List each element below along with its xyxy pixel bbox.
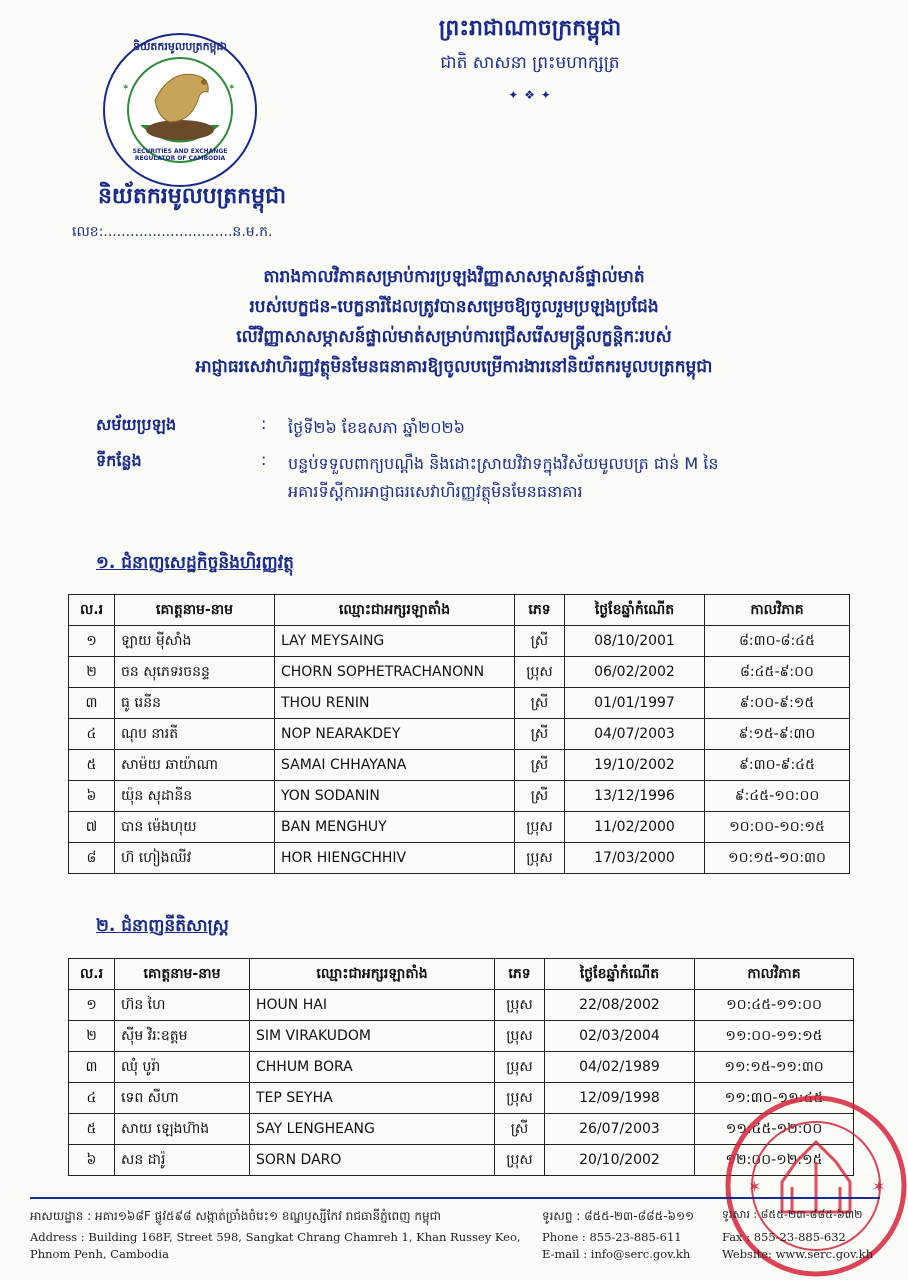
khmer-name: ទេព សីហា (115, 1083, 250, 1114)
exam-place-label: ទីកន្លែង (96, 451, 142, 470)
footer-fax-km: ទូរសារ : ៨៥៥-២៣-៨៨៥-៦៣២ (722, 1208, 863, 1221)
gender: ប្រុស (495, 990, 545, 1021)
row-number: ៥ (69, 1114, 115, 1145)
latin-name: CHORN SOPHETRACHANONN (275, 657, 515, 688)
colon: : (261, 414, 267, 433)
table-row (69, 719, 850, 750)
table-row (69, 1021, 854, 1052)
khmer-name: បាន ម៉េងហុយ (115, 812, 275, 843)
row-number: ៥ (69, 750, 115, 781)
khmer-name: ធូ រេនីន (115, 688, 275, 719)
table-row (69, 688, 850, 719)
khmer-name: សាម៉យ ឆាយ៉ាណា (115, 750, 275, 781)
latin-name: HOUN HAI (250, 990, 495, 1021)
column-header: ល.រ (69, 595, 115, 626)
footer-fax: Fax : 855-23-885-632 (722, 1230, 846, 1244)
gender: ស្រី (515, 688, 565, 719)
schedule-time: ៨:៣០-៨:៤៥ (705, 626, 850, 657)
row-number: ៨ (69, 843, 115, 874)
khmer-name: ស៊ីម វិរៈឧត្តម (115, 1021, 250, 1052)
table-row (69, 843, 850, 874)
schedule-time: ១១:១៥-១១:៣០ (695, 1052, 854, 1083)
exam-place-row (96, 450, 856, 510)
gender: ប្រុស (515, 843, 565, 874)
row-number: ៣ (69, 688, 115, 719)
table-row (69, 990, 854, 1021)
schedule-time: ១០:០០-១០:១៥ (705, 812, 850, 843)
khmer-name: យ៉ុន សុដានីន (115, 781, 275, 812)
row-number: ៤ (69, 719, 115, 750)
birth-date: 19/10/2002 (565, 750, 705, 781)
table-row (69, 1052, 854, 1083)
svg-text:✶: ✶ (872, 1177, 886, 1196)
column-header: ភេទ (515, 595, 565, 626)
title-line: របស់បេក្ខជន-បេក្ខនារីដែលត្រូវបានសម្រេចឱ្យចូលរួមប្រឡងប្រជែង (249, 297, 659, 317)
latin-name: YON SODANIN (275, 781, 515, 812)
gender: ប្រុស (515, 657, 565, 688)
column-header: កាលវិភាគ (705, 595, 850, 626)
title-line: តារាងកាលវិភាគសម្រាប់ការប្រឡងវិញ្ញាសាសម្ភាសន៍ផ្ទាល់មាត់ (263, 267, 645, 287)
khmer-name: សន ដារ៉ូ (115, 1145, 250, 1176)
footer-email: E-mail : info@serc.gov.kh (542, 1247, 691, 1261)
footer-address-en: Address : Building 168F, Street 598, Sangkat Chrang Chamreh 1, Khan Russey Keo, (30, 1230, 521, 1244)
row-number: ៤ (69, 1083, 115, 1114)
gender: ប្រុស (495, 1083, 545, 1114)
logo-english-text: SECURITIES AND EXCHANGE REGULATOR OF CAMBODIA (132, 148, 228, 162)
birth-date: 26/07/2003 (545, 1114, 695, 1145)
svg-text:✶: ✶ (748, 1177, 762, 1196)
table-row (69, 812, 850, 843)
latin-name: SAMAI CHHAYANA (275, 750, 515, 781)
column-header: ថ្ងៃខែឆ្នាំកំណើត (565, 595, 705, 626)
footer-address-en-2: Phnom Penh, Cambodia (30, 1247, 169, 1261)
exam-date-value: ថ្ងៃទី២៦ ខែឧសភា ឆ្នាំ២០២៦ (288, 418, 465, 437)
birth-date: 06/02/2002 (565, 657, 705, 688)
birth-date: 02/03/2004 (545, 1021, 695, 1052)
row-number: ១ (69, 990, 115, 1021)
section-title-law: ២. ជំនាញនីតិសាស្ត្រ (96, 916, 229, 936)
reference-number: លេខ:.............................ន.ម.ក. (72, 224, 273, 240)
schedule-time: ១១:៤៥-១២:០០ (695, 1114, 854, 1145)
khmer-name: សាយ ឡេងហ៊ាង (115, 1114, 250, 1145)
latin-name: LAY MEYSAING (275, 626, 515, 657)
latin-name: SORN DARO (250, 1145, 495, 1176)
row-number: ២ (69, 657, 115, 688)
birth-date: 01/01/1997 (565, 688, 705, 719)
schedule-time: ៩:៣០-៩:៤៥ (705, 750, 850, 781)
title-line: អាជ្ញាធរសេវាហិរញ្ញវត្ថុមិនមែនធនាគារឱ្យចូលបម្រើការងារនៅនិយ័តករមូលបត្រកម្ពុជា (195, 357, 713, 377)
gender: ប្រុស (495, 1021, 545, 1052)
ornament: ✦ ❖ ✦ (508, 88, 552, 102)
svg-text:✶: ✶ (228, 83, 236, 93)
gender: ប្រុស (495, 1052, 545, 1083)
latin-name: TEP SEYHA (250, 1083, 495, 1114)
birth-date: 22/08/2002 (545, 990, 695, 1021)
table-row (69, 781, 850, 812)
khmer-name: ឈុំ បូរ៉ា (115, 1052, 250, 1083)
latin-name: HOR HIENGCHHIV (275, 843, 515, 874)
exam-place-line: បន្ទប់ទទួលពាក្យបណ្ដឹង និងដោះស្រាយវិវាទក្នុងវិស័យមូលបត្រ ជាន់ M នៃ (288, 454, 719, 473)
column-header: ថ្ងៃខែឆ្នាំកំណើត (545, 959, 695, 990)
document-title (40, 262, 868, 382)
schedule-time: ១១:៣០-១១:៤៥ (695, 1083, 854, 1114)
schedule-time: ៩:១៥-៩:៣០ (705, 719, 850, 750)
birth-date: 20/10/2002 (545, 1145, 695, 1176)
colon: : (261, 450, 267, 469)
footer-phone-km: ទូរសព្ទ : ៨៥៥-២៣-៨៨៥-៦១១ (542, 1209, 695, 1223)
exam-place-value (288, 450, 848, 506)
birth-date: 11/02/2000 (565, 812, 705, 843)
footer-address-km: អាសយដ្ឋាន : អគារ១៦៨F ផ្លូវ៥៩៨ សង្កាត់ច្រាំងចំរេះ១ ខណ្ឌឫស្សីកែវ រាជធានីភ្នំពេញ កម្ពុជា (30, 1209, 442, 1223)
svg-text:✶: ✶ (122, 83, 130, 93)
gender: ស្រី (515, 750, 565, 781)
table-body (69, 626, 850, 874)
gender: ប្រុស (515, 812, 565, 843)
birth-date: 04/07/2003 (565, 719, 705, 750)
schedule-time: ១០:៤៥-១១:០០ (695, 990, 854, 1021)
schedule-table-economics (68, 594, 850, 874)
national-motto: ជាតិ សាសនា ព្រះមហាក្សត្រ (440, 53, 620, 73)
column-header: ឈ្មោះជាអក្សរឡាតាំង (275, 595, 515, 626)
table-row (69, 657, 850, 688)
birth-date: 12/09/1998 (545, 1083, 695, 1114)
birth-date: 13/12/1996 (565, 781, 705, 812)
column-header: គោត្តនាម-នាម (115, 595, 275, 626)
table-row (69, 626, 850, 657)
latin-name: NOP NEARAKDEY (275, 719, 515, 750)
row-number: ៣ (69, 1052, 115, 1083)
column-header: ឈ្មោះជាអក្សរឡាតាំង (250, 959, 495, 990)
table-header-row (69, 959, 854, 990)
birth-date: 08/10/2001 (565, 626, 705, 657)
khmer-name: ហ៊ន ហៃ (115, 990, 250, 1021)
khmer-name: ចន សុភេទរចនន្ទ (115, 657, 275, 688)
footer-phone: Phone : 855-23-885-611 (542, 1230, 682, 1244)
birth-date: 04/02/1989 (545, 1052, 695, 1083)
birth-date: 17/03/2000 (565, 843, 705, 874)
exam-place-line: អគារទីស្ដីការអាជ្ញាធរសេវាហិរញ្ញវត្ថុមិនមែនធនាគារ (288, 482, 583, 501)
khmer-name: ហ៊ ហៀងឈីវ (115, 843, 275, 874)
latin-name: SIM VIRAKUDOM (250, 1021, 495, 1052)
exam-date-row (96, 414, 856, 444)
title-line: លើវិញ្ញាសាសម្ភាសន៍ផ្ទាល់មាត់សម្រាប់ការជ្រើសរើសមន្ត្រីលក្ខន្តិកៈរបស់ (236, 327, 672, 347)
org-name: និយ័តករមូលបត្រកម្ពុជា (97, 184, 287, 209)
khmer-name: ណុប នារតី (115, 719, 275, 750)
column-header: គោត្តនាម-នាម (115, 959, 250, 990)
column-header: ភេទ (495, 959, 545, 990)
latin-name: THOU RENIN (275, 688, 515, 719)
row-number: ២ (69, 1021, 115, 1052)
footer-website: Website: www.serc.gov.kh (722, 1247, 874, 1261)
gender: ប្រុស (495, 1145, 545, 1176)
logo-top-text: និយ័តករមូលបត្រកម្ពុជា (132, 40, 228, 53)
gender: ស្រី (495, 1114, 545, 1145)
row-number: ៦ (69, 1145, 115, 1176)
column-header: ល.រ (69, 959, 115, 990)
kingdom-heading: ព្រះរាជាណាចក្រកម្ពុជា (438, 16, 622, 41)
schedule-time: ១២:០០-១២:១៥ (695, 1145, 854, 1176)
gender: ស្រី (515, 719, 565, 750)
khmer-name: ឡាយ ម៉ីសាំង (115, 626, 275, 657)
schedule-time: ៩:៤៥-១០:០០ (705, 781, 850, 812)
section-title-economics: ១. ជំនាញសេដ្ឋកិច្ចនិងហិរញ្ញវត្ថុ (96, 553, 294, 573)
row-number: ៦ (69, 781, 115, 812)
footer-divider (30, 1197, 880, 1199)
gender: ស្រី (515, 626, 565, 657)
schedule-time: ១១:០០-១១:១៥ (695, 1021, 854, 1052)
row-number: ៧ (69, 812, 115, 843)
schedule-time: ៩:០០-៩:១៥ (705, 688, 850, 719)
latin-name: CHHUM BORA (250, 1052, 495, 1083)
latin-name: SAY LENGHEANG (250, 1114, 495, 1145)
schedule-time: ៨:៤៥-៩:០០ (705, 657, 850, 688)
exam-date-label: សម័យប្រឡង (96, 415, 177, 434)
schedule-time: ១០:១៥-១០:៣០ (705, 843, 850, 874)
column-header: កាលវិភាគ (695, 959, 854, 990)
table-row (69, 750, 850, 781)
table-header-row (69, 595, 850, 626)
gender: ស្រី (515, 781, 565, 812)
latin-name: BAN MENGHUY (275, 812, 515, 843)
row-number: ១ (69, 626, 115, 657)
